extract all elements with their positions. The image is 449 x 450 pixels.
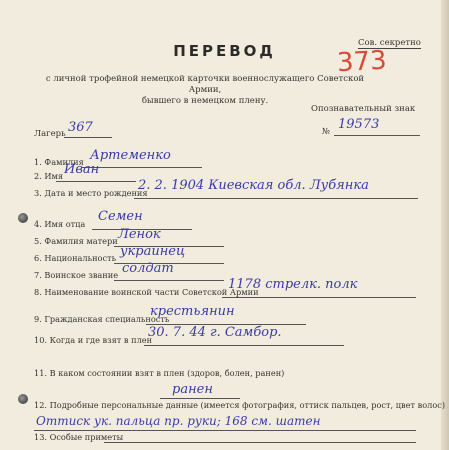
id-mark-underline	[334, 135, 420, 136]
document-subtitle	[40, 74, 370, 107]
camp-value: 367	[68, 120, 93, 135]
field-row	[34, 432, 123, 442]
field-value: Ленок	[118, 227, 161, 242]
handwritten-number: 373	[336, 45, 388, 79]
field-value: ранен	[172, 382, 213, 397]
field-value: 30. 7. 44 г. Самбор.	[148, 325, 282, 340]
field-row	[34, 400, 445, 410]
field-underline	[82, 167, 202, 168]
field-label: 4. Имя отца	[34, 219, 86, 229]
field-label: 9. Гражданская специальность	[34, 314, 170, 324]
id-mark-prefix: №	[322, 127, 331, 137]
punch-hole-bottom	[18, 394, 28, 404]
field-row	[34, 219, 85, 229]
camp-label: Лагерь	[34, 129, 66, 139]
field-underline	[114, 280, 224, 281]
card-edge	[441, 0, 449, 450]
field-value: украинец	[120, 244, 186, 259]
field-row	[34, 171, 63, 181]
field-underline	[104, 442, 416, 443]
field-value: крестьянин	[150, 304, 235, 319]
field-row	[34, 368, 284, 378]
field-label: 2. Имя	[34, 171, 64, 181]
field-underline	[160, 398, 240, 399]
field-label: 6. Национальность	[34, 253, 117, 263]
field-label: 7. Воинское звание	[34, 270, 119, 280]
id-mark-label: Опознавательный знак	[311, 104, 416, 114]
field-label: 1. Фамилия	[34, 157, 84, 167]
subtitle-line-1: с личной трофейной немецкой карточки военнослужащего Советской Армии,	[45, 74, 365, 95]
field-label: 3. Дата и место рождения	[34, 188, 148, 198]
field-row	[34, 188, 148, 198]
field-row	[34, 270, 118, 280]
camp-underline	[64, 137, 112, 138]
field-underline	[222, 297, 416, 298]
punch-hole-top	[18, 213, 28, 223]
field-label: 11. В каком состоянии взят в плен (здоров, болен, ранен)	[34, 368, 285, 378]
field-label: 10. Когда и где взят в плен	[34, 335, 153, 345]
field-row	[34, 236, 118, 246]
field-value: Иван	[64, 162, 100, 177]
field-label: 13. Особые приметы	[34, 432, 124, 442]
field-value: Семен	[98, 209, 143, 224]
field-underline	[134, 198, 418, 199]
field-value: 2. 2. 1904 Киевская обл. Лубянка	[138, 178, 369, 193]
field-label: 12. Подробные персональные данные (имеется фотография, оттиск пальцев, рост, цвет волос)	[34, 400, 446, 410]
field-row	[34, 253, 116, 263]
field-value: Оттиск ук. пальца пр. руки; 168 см. шатен	[36, 414, 321, 428]
field-value: 1178 стрелк. полк	[228, 277, 358, 292]
field-underline	[56, 181, 136, 182]
field-label: 8. Наименование воинской части Советской Армии	[34, 287, 259, 297]
field-underline	[34, 430, 416, 431]
subtitle-line-2: бывшего в немецком плену.	[141, 96, 269, 106]
field-label: 5. Фамилия матери	[34, 236, 118, 246]
id-mark-value: 19573	[338, 117, 380, 132]
document-title: ПЕРЕВОД	[173, 42, 276, 60]
field-value: солдат	[122, 261, 174, 276]
field-row	[34, 335, 152, 345]
field-value: Артеменко	[90, 148, 171, 163]
field-row	[34, 287, 259, 297]
secrecy-label: Сов. секретно	[358, 38, 421, 48]
field-underline	[144, 345, 344, 346]
